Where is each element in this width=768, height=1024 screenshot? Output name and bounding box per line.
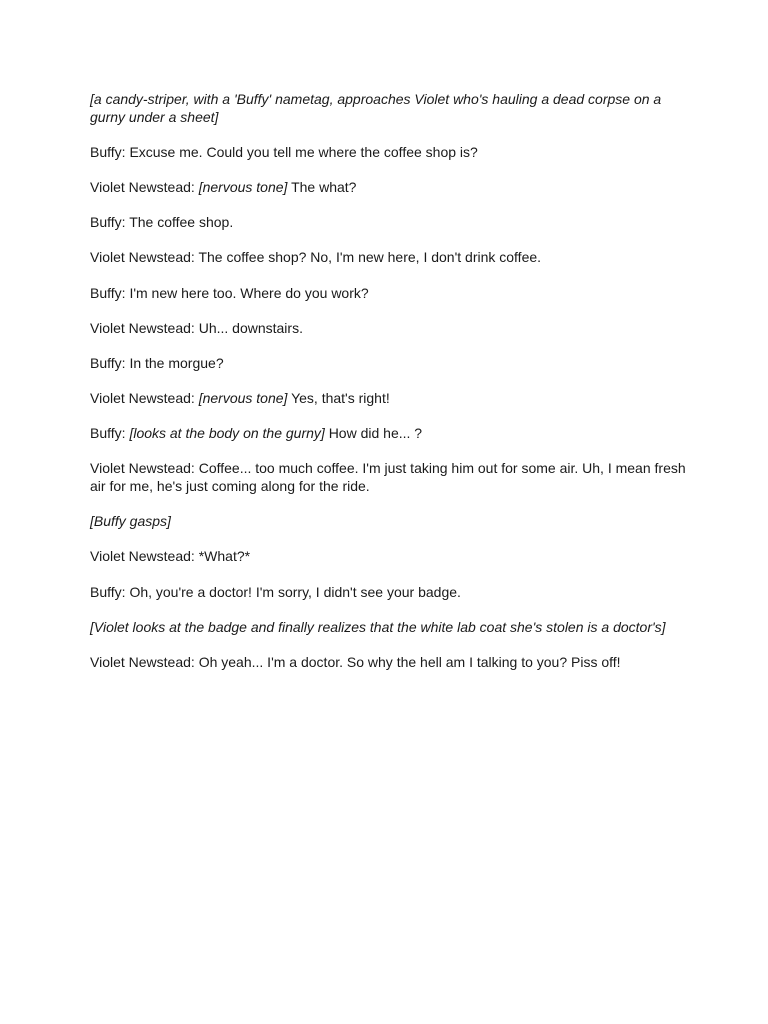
- dialogue-line: [90, 179, 690, 197]
- dialogue-text: *What?*: [198, 548, 251, 565]
- dialogue-text: Uh... downstairs.: [198, 319, 303, 336]
- dialogue-line: [90, 425, 690, 443]
- dialogue-line: [90, 249, 690, 267]
- speaker-name: Buffy:: [90, 425, 126, 442]
- dialogue-text: Excuse me. Could you tell me where the coffee shop is?: [129, 143, 478, 160]
- dialogue-text: I'm new here too. Where do you work?: [129, 284, 369, 301]
- dialogue-line: [90, 214, 690, 232]
- dialogue-text: In the morgue?: [129, 354, 224, 371]
- inline-direction: [looks at the body on the gurny]: [129, 425, 325, 442]
- speaker-name: Violet Newstead:: [90, 390, 195, 407]
- dialogue-line: [90, 460, 690, 495]
- speaker-name: Violet Newstead:: [90, 319, 195, 336]
- speaker-name: Buffy:: [90, 284, 126, 301]
- speaker-name: Violet Newstead:: [90, 249, 195, 266]
- dialogue-text: The coffee shop.: [129, 214, 234, 231]
- dialogue-text: Oh yeah... I'm a doctor. So why the hell am I talking to you? Piss off!: [198, 654, 621, 670]
- dialogue-text: Coffee... too much coffee. I'm just taking him out for some air. Uh, I mean fresh air for me, he's just coming along for the ride.: [90, 460, 686, 495]
- speaker-name: Violet Newstead:: [90, 548, 195, 565]
- inline-direction: [nervous tone]: [198, 178, 288, 195]
- stage-direction: [90, 619, 690, 637]
- dialogue-line: [90, 320, 690, 338]
- script-body: [90, 91, 690, 689]
- stage-direction-text: [Violet looks at the badge and finally realizes that the white lab coat she's stolen is a doctor's]: [90, 618, 666, 635]
- dialogue-line: [90, 285, 690, 303]
- dialogue-line: [90, 355, 690, 373]
- speaker-name: Buffy:: [90, 143, 126, 160]
- dialogue-text: Yes, that's right!: [291, 390, 390, 407]
- speaker-name: Buffy:: [90, 583, 126, 600]
- stage-direction-text: [a candy-striper, with a 'Buffy' nametag, approaches Violet who's hauling a dead corpse on a gurny under a sheet]: [90, 91, 662, 125]
- speaker-name: Buffy:: [90, 354, 126, 371]
- speaker-name: Violet Newstead:: [90, 654, 195, 670]
- stage-direction-text: [Buffy gasps]: [90, 513, 171, 530]
- stage-direction: [90, 91, 690, 126]
- dialogue-text: How did he... ?: [328, 425, 423, 442]
- dialogue-text: The coffee shop? No, I'm new here, I don't drink coffee.: [198, 249, 542, 266]
- dialogue-line: [90, 654, 690, 672]
- dialogue-line: [90, 584, 690, 602]
- dialogue-text: The what?: [291, 178, 357, 195]
- speaker-name: Buffy:: [90, 214, 126, 231]
- dialogue-line: [90, 390, 690, 408]
- speaker-name: Violet Newstead:: [90, 460, 195, 477]
- dialogue-text: Oh, you're a doctor! I'm sorry, I didn't see your badge.: [129, 583, 461, 600]
- stage-direction: [90, 513, 690, 531]
- speaker-name: Violet Newstead:: [90, 178, 195, 195]
- dialogue-line: [90, 548, 690, 566]
- dialogue-line: [90, 144, 690, 162]
- inline-direction: [nervous tone]: [198, 390, 288, 407]
